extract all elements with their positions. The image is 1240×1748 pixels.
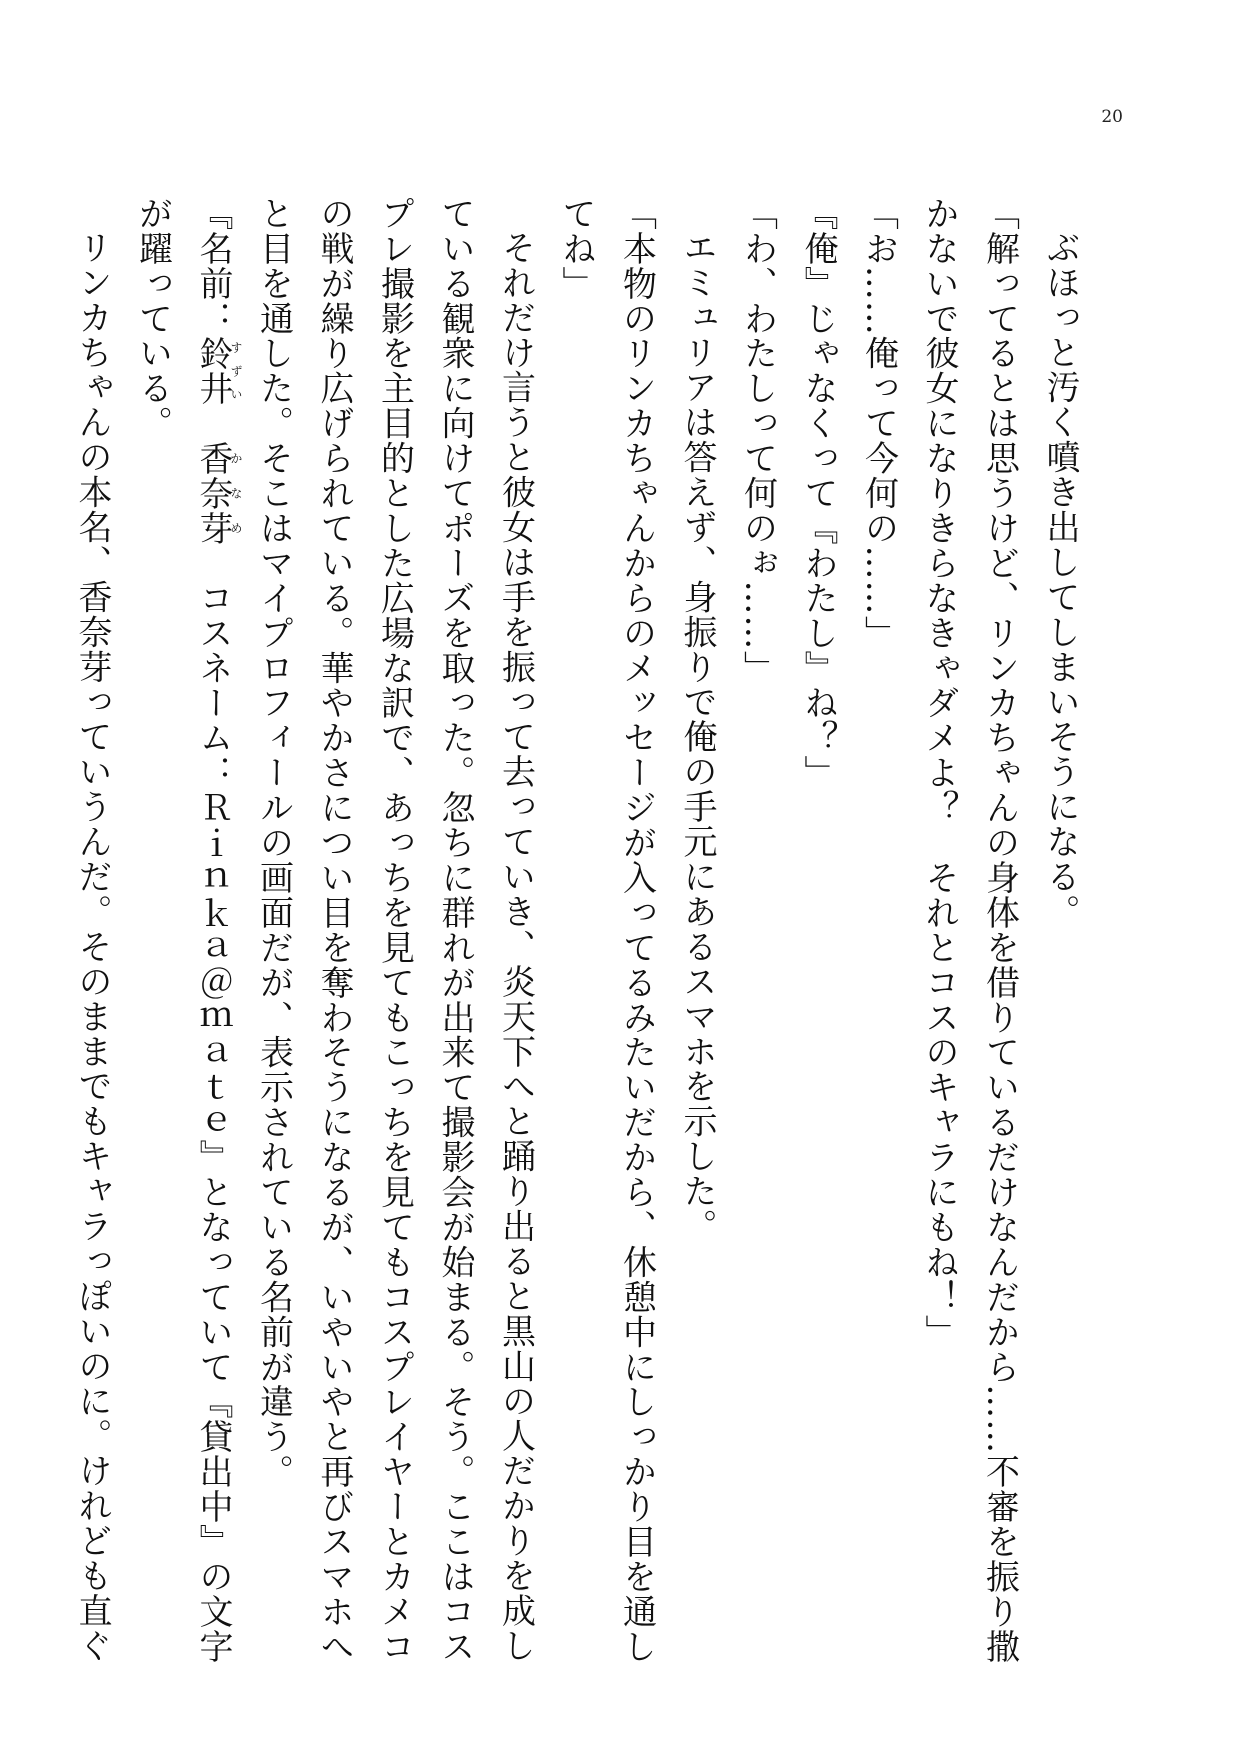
paragraph: ぶほっと汚く噴き出してしまいそうになる。 <box>1040 230 1080 929</box>
paragraph: エミュリアは答えず、身振りで俺の手元にあるスマホを示した。 <box>677 230 717 1244</box>
paragraph: 「本物のリンカちゃんからのメッセージが入ってるみたいだから、休憩中にしっかり目を通してね」 <box>556 196 657 1664</box>
paragraph: 「わ、わたしって何のぉ……」 <box>737 196 778 686</box>
profile-rest: コスネーム：Ｒｉｎｋａ＠ｍａｔｅ』となっていて『貸出中』の文字が躍っている。 <box>132 196 233 1664</box>
paragraph: 『俺』じゃなくって『わたし』ね？」 <box>798 196 838 791</box>
paragraph: 「お……俺って今何の……」 <box>858 196 899 651</box>
paragraph: それだけ言うと彼女は手を振って去っていき、炎天下へと踊り出ると黒山の人だかりを成している観衆に向けてポーズを取った。忽ちに群れが出来て撮影会が始まる。そう。ここはコスプレ撮影を主目的とした広場な訳で、あっちを見てもこっちを見てもコスプレイヤーとカメコの戦が繰り広げられている。華やかさについ目を奪わそうになるが、いやいやと再びスマホへと目を通した。そこはマイプロフィールの画面だが、表示されている名前が違う。 <box>253 196 536 1664</box>
given-name-reading: かなめ <box>229 440 243 546</box>
paragraph-profile <box>122 196 243 1676</box>
surname-reading: すずい <box>229 335 243 406</box>
paragraph: 「解ってるとは思うけど、リンカちゃんの身体を借りているだけなんだから……不審を振り撒かないで彼女になりきらなきゃダメよ？ それとコスのキャラにもね！」 <box>919 196 1020 1664</box>
given-name: 香奈芽 <box>193 440 233 546</box>
page-number: 20 <box>1101 107 1123 127</box>
paragraph: リンカちゃんの本名、香奈芽っていうんだ。そのままでもキャラっぽいのに。けれども直ぐ <box>72 230 112 1663</box>
given-name-ruby <box>193 440 243 546</box>
surname-ruby <box>193 335 243 406</box>
novel-body-text <box>72 196 1090 1676</box>
surname: 鈴井 <box>193 335 233 406</box>
name-gap <box>193 406 233 441</box>
profile-open: 『名前： <box>193 196 233 336</box>
